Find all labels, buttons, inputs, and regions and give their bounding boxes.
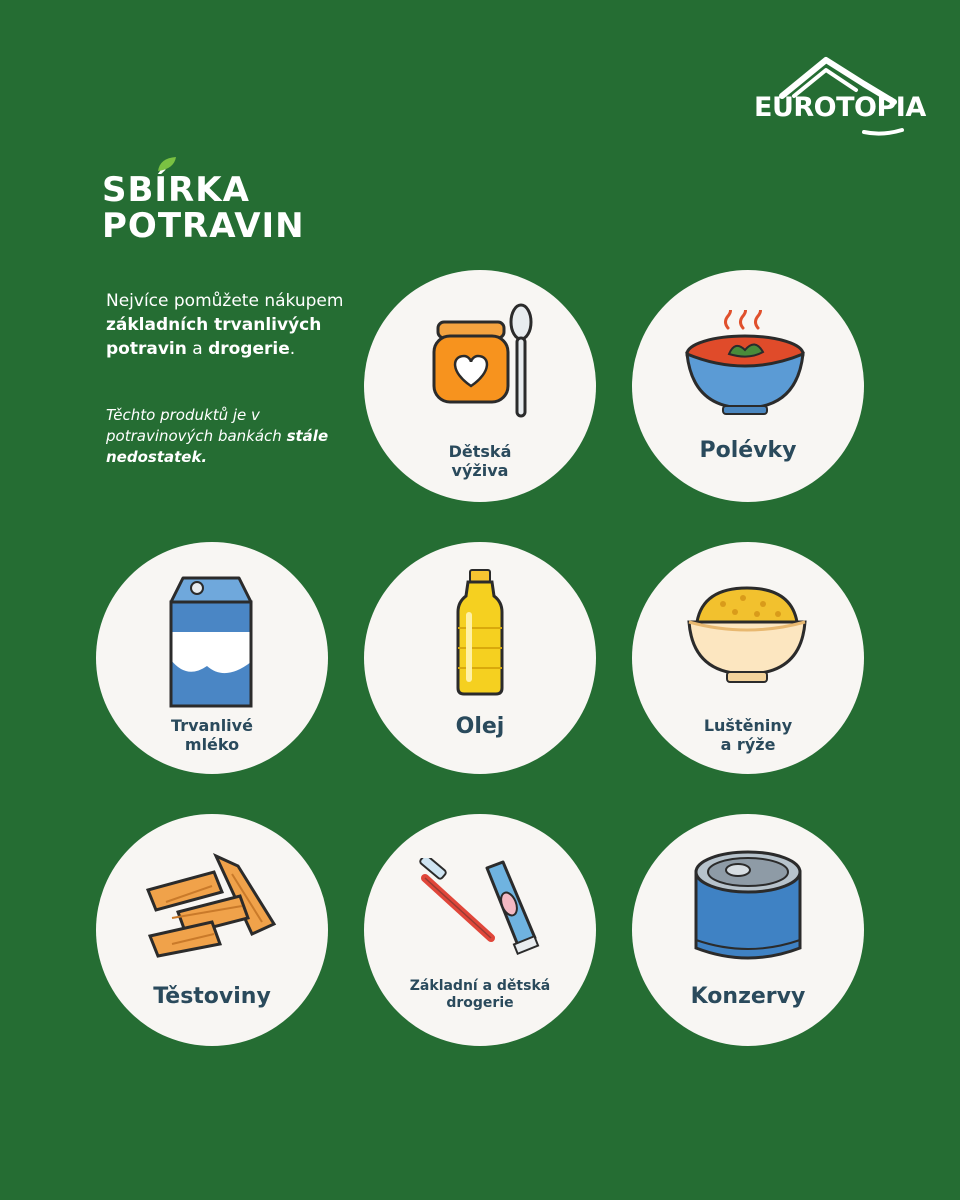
item-label [632, 984, 864, 1010]
item-label-line-1: Polévky [699, 438, 797, 463]
item-label [632, 438, 864, 464]
logo-text: EUROTOPIA [754, 92, 926, 123]
tin-can-icon [688, 844, 808, 968]
intro-text-2: a [186, 339, 209, 359]
item-toiletries [364, 814, 596, 1046]
intro-text-3: . [289, 339, 296, 359]
item-label [96, 716, 328, 754]
note-text: Těchto produktů je v potravinových bankách [106, 406, 287, 445]
page-title [102, 172, 305, 244]
item-label [96, 984, 328, 1010]
item-label-line-1: Konzervy [690, 984, 806, 1009]
item-label-line-2: a rýže [720, 735, 776, 754]
item-soups [632, 270, 864, 502]
intro-bold-1: základních trvanlivých potravin [106, 315, 322, 359]
item-pasta [96, 814, 328, 1046]
intro-paragraph [106, 289, 346, 361]
intro-text-1: Nejvíce pomůžete nákupem [106, 291, 344, 311]
item-baby-food [364, 270, 596, 502]
item-label-line-1: Olej [455, 714, 505, 739]
item-label [632, 716, 864, 754]
leaf-icon [156, 156, 178, 172]
milk-carton-icon [167, 570, 257, 710]
item-rice [632, 542, 864, 774]
baby-food-jar-icon [426, 302, 546, 422]
item-cans [632, 814, 864, 1046]
pasta-icon [142, 848, 282, 958]
item-label-line-1: Těstoviny [153, 984, 271, 1009]
item-oil [364, 542, 596, 774]
item-label-line-2: drogerie [446, 995, 514, 1011]
toothbrush-toothpaste-icon [415, 858, 545, 958]
title-line-2: POTRAVIN [102, 206, 305, 246]
item-label [364, 442, 596, 480]
item-label-line-1: Trvanlivé [171, 716, 253, 735]
soup-bowl-icon [683, 310, 813, 420]
item-label-line-2: mléko [184, 735, 240, 754]
title-line-1: SBÍRKA [102, 170, 250, 210]
item-label [364, 978, 596, 1012]
item-label-line-1: Dětská [448, 442, 512, 461]
item-label-line-1: Luštěniny [703, 716, 793, 735]
oil-bottle-icon [450, 568, 510, 698]
item-label-line-2: výživa [451, 461, 509, 480]
note-paragraph [106, 405, 336, 468]
intro-bold-2: drogerie [208, 339, 290, 359]
item-milk [96, 542, 328, 774]
rice-bowl-icon [683, 582, 813, 692]
eurotopia-logo [746, 56, 926, 140]
item-label-line-1: Základní a dětská [409, 978, 551, 994]
item-label [364, 714, 596, 740]
note-bold: stále nedostatek. [106, 427, 329, 466]
